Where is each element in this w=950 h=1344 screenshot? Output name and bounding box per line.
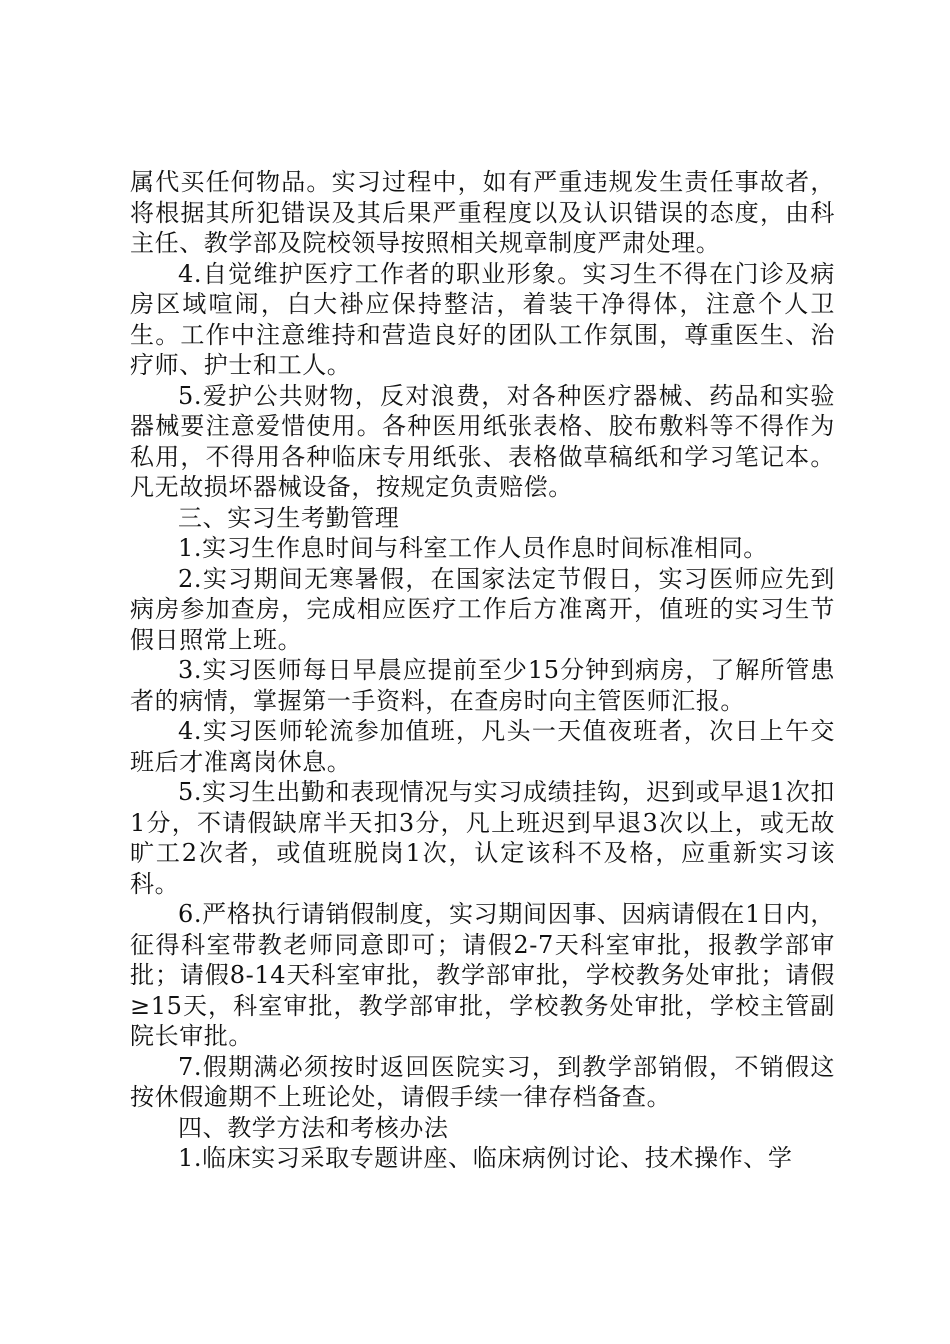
paragraph-night-duty: 4.实习医师轮流参加值班，凡头一天值夜班者，次日上午交班后才准离岗休息。: [130, 717, 835, 776]
paragraph-morning-rounds: 3.实习医师每日早晨应提前至少15分钟到病房，了解所管患者的病情，掌握第一手资料，在查房时向主管医师汇报。: [130, 656, 835, 715]
paragraph-continuation: 属代买任何物品。实习过程中，如有严重违规发生责任事故者，将根据其所犯错误及其后果严重程度以及认识错误的态度，由科主任、教学部及院校领导按照相关规章制度严肃处理。: [130, 168, 835, 257]
paragraph-public-property: 5.爱护公共财物，反对浪费，对各种医疗器械、药品和实验器械要注意爱惜使用。各种医用纸张表格、胶布敷料等不得作为私用，不得用各种临床专用纸张、表格做草稿纸和学习笔记本。凡无故损坏器械设备，按规定负责赔偿。: [130, 381, 835, 501]
document-body: [130, 167, 835, 1174]
paragraph-professional-image: 4.自觉维护医疗工作者的职业形象。实习生不得在门诊及病房区域喧闹，白大褂应保持整洁，着装干净得体，注意个人卫生。工作中注意维持和营造良好的团队工作氛围，尊重医生、治疗师、护士和工人。: [130, 259, 835, 379]
paragraph-leave-return: 7.假期满必须按时返回医院实习，到教学部销假，不销假这按休假逾期不上班论处，请假手续一律存档备查。: [130, 1052, 835, 1111]
paragraph-clinical-practice: 1.临床实习采取专题讲座、临床病例讨论、技术操作、学: [178, 1144, 793, 1172]
section-heading-attendance: 三、实习生考勤管理: [178, 503, 400, 532]
section-heading-teaching-methods: 四、教学方法和考核办法: [178, 1113, 449, 1142]
paragraph-holidays: 2.实习期间无寒暑假，在国家法定节假日，实习医师应先到病房参加查房，完成相应医疗工作后方准离开，值班的实习生节假日照常上班。: [130, 564, 835, 654]
paragraph-work-hours: 1.实习生作息时间与科室工作人员作息时间标准相同。: [178, 534, 768, 562]
paragraph-leave-policy: 6.严格执行请销假制度，实习期间因事、因病请假在1日内，征得科室带教老师同意即可；请假2-7天科室审批，报教学部审批；请假8-14天科室审批，教学部审批，学校教务处审批；请假≥15天，科室审批，教学部审批，学校教务处审批，学校主管副院长审批。: [130, 900, 835, 1050]
paragraph-attendance-grading: 5.实习生出勤和表现情况与实习成绩挂钩，迟到或早退1次扣1分，不请假缺席半天扣3分，凡上班迟到早退3次以上，或无故旷工2次者，或值班脱岗1次，认定该科不及格，应重新实习该科。: [130, 778, 835, 898]
